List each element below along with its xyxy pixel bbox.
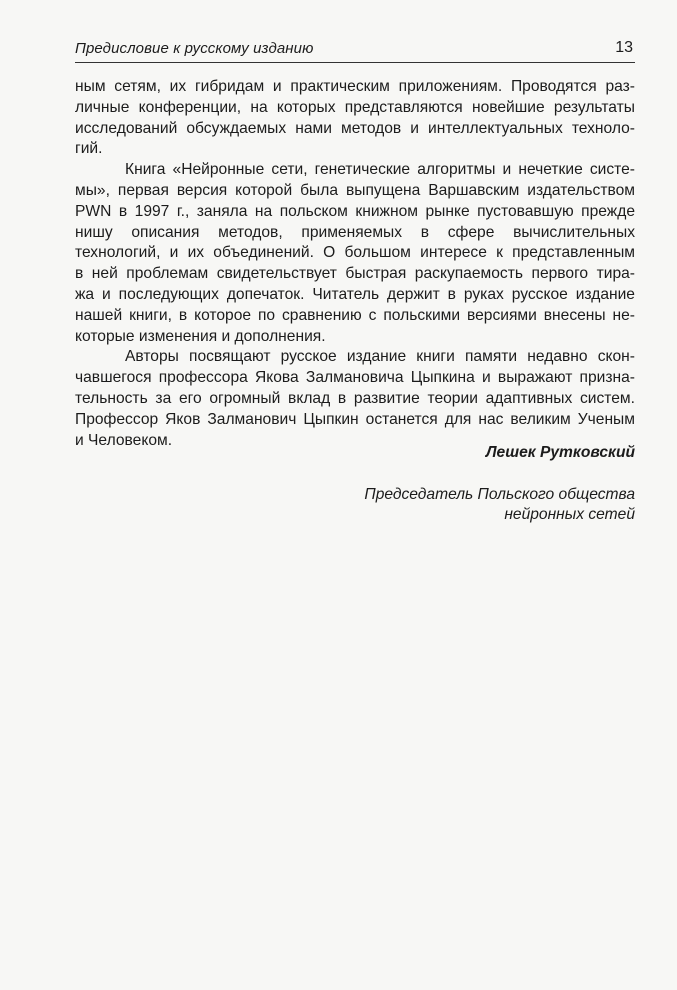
text-line: жа и последующих допечаток. Читатель держит в руках русское издание [75, 285, 635, 303]
text-line: тельность за его огромный вклад в развитие теории адаптивных систем. [75, 389, 635, 407]
text-line: мы», первая версия которой была выпущена Варшавским издательством [75, 181, 635, 199]
text-line: в ней проблемам свидетельствует быстрая раскупаемость первого тира- [75, 265, 635, 283]
text-line: Авторы посвящают русское издание книги памяти недавно скон- [125, 348, 635, 366]
affiliation-line: нейронных сетей [504, 506, 635, 523]
text-line: PWN в 1997 г., заняла на польском книжном рынке пустовавшую прежде [75, 202, 635, 220]
text-line: нашей книги, в которое по сравнению с польскими версиями внесены не- [75, 306, 635, 324]
signature-affiliation [75, 485, 635, 525]
running-header [75, 38, 635, 63]
text-line: нишу описания методов, применяемых в сфере вычислительных [75, 223, 635, 241]
signature-name: Лешек Рутковский [485, 444, 635, 461]
text-line: и Человеком. [75, 431, 173, 449]
text-line: которые изменения и дополнения. [75, 327, 326, 345]
text-line: технологий, и их объединений. О большом интересе к представленным [75, 244, 635, 262]
page-number: 13 [615, 39, 633, 56]
text-line: ным сетям, их гибридам и практическим приложениям. Проводятся раз- [75, 78, 635, 95]
text-line: Профессор Яков Залманович Цыпкин останется для нас великим Ученым [75, 410, 635, 428]
text-line: исследований обсуждаемых нами методов и интеллектуальных техноло- [75, 119, 635, 137]
text-line: Книга «Нейронные сети, генетические алгоритмы и нечеткие систе- [125, 161, 635, 179]
text-line: личные конференции, на которых представляются новейшие результаты [75, 98, 635, 116]
body-text [75, 77, 635, 451]
text-line: чавшегося профессора Якова Залмановича Цыпкина и выражают призна- [75, 369, 635, 387]
running-header-title: Предисловие к русскому изданию [75, 40, 314, 57]
text-line: гий. [75, 140, 103, 158]
affiliation-line: Председатель Польского общества [364, 486, 635, 503]
